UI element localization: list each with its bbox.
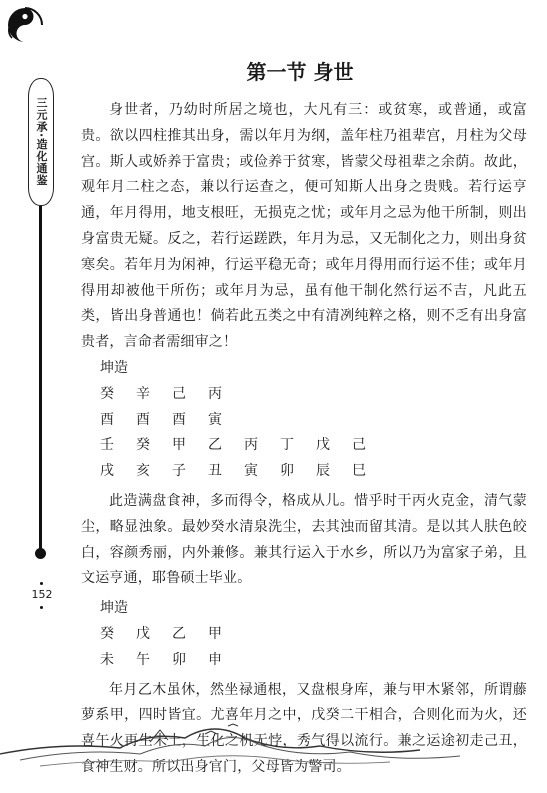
sidebar-line [39,206,42,552]
chart-2-stems-row [81,622,527,648]
luck-branch: 巳 [352,463,366,480]
paragraph-chart-2-analysis: 年月乙木虽休，然坐禄通根，又盘根身库，兼与甲木紧邻，所谓藤萝系甲，四时皆宜。尤喜年月之中，戊癸二干相合，合则化而为火，还喜午火再生未土，生化之机无悖，秀气得以流行。兼之运途初走己丑，食神生财。所以出身官门，父母皆为警司。 [81,681,527,775]
chart-1-stem-year: 癸 [100,385,114,402]
luck-stem: 壬 [100,437,114,454]
paragraph-intro: 身世者，乃幼时所居之境也，大凡有三：或贫寒，或普通，或富贵。欲以四柱推其出身，需以年月为纲，盖年柱乃祖辈宫，月柱为父母宫。斯人或娇养于富贵；或俭养于贫寒，皆蒙父母祖辈之余荫。故此，观年月二柱之态，兼以行运查之，便可知斯人出身之贵贱。若行运亨通，年月得用，地支根旺，无损克之忧；或年月之忌为他干所制，则出身富贵无疑。反之，若行运蹉跌，年月为忌，又无制化之力，则出身贫寒矣。若年月为闲神，行运平稳无奇；或年月得用而行运不佳；或年月得用却被他干所伤；或年月为忌，虽有他干制化然行运不吉，凡此五类，皆出身普通也！倘若此五类之中有清冽纯粹之格，则不乏有出身富贵者，言命者需细审之！ [81,102,527,351]
luck-stem: 己 [352,437,366,454]
chapter-tab-text: 三元承·造化通鉴 [35,97,48,187]
chart-2-branch-year: 未 [100,651,114,668]
sidebar-dot [35,548,46,559]
luck-stem: 丁 [280,437,294,454]
luck-stem: 癸 [136,437,150,454]
luck-branch: 丑 [208,463,222,480]
chart-2-stem-year: 癸 [100,625,114,642]
page-number-dot-top [40,582,43,585]
page-number-dot-bottom [40,606,43,609]
chart-1-branches-row [81,408,527,434]
chart-2-branches-row [81,648,527,674]
luck-stem: 甲 [172,437,186,454]
luck-branch: 辰 [316,463,330,480]
chart-2-branch-hour: 申 [208,651,222,668]
chart-2-branch-month: 午 [136,651,150,668]
mountain-wave-ornament-icon [0,712,547,772]
chapter-tab-label [28,78,54,206]
chart-1-stem-month: 辛 [136,385,150,402]
page-number: 152 [31,588,53,601]
paragraph-chart-1-analysis: 此造满盘食神，多而得令，格成从儿。惜乎时干丙火克金，清气蒙尘，略显浊象。最妙癸水清泉洗尘，去其浊而留其清。是以其人肤色皎白，容颜秀丽，内外兼修。兼其行运入于水乡，所以乃为富家子弟，且文运亨通，耶鲁硕士毕业。 [81,492,527,587]
chart-1-stem-hour: 丙 [208,385,222,402]
luck-branch: 寅 [244,463,258,480]
chart-1-luck-stems-row [81,433,527,459]
chart-2-stem-month: 戊 [136,625,150,642]
luck-branch: 子 [172,463,186,480]
chart-1-stems-row [81,382,527,408]
chart-1-luck-branches-row [81,459,527,485]
chart-1-stem-day: 己 [172,385,186,402]
chart-1-label: 坤造 [100,359,128,376]
chart-2-label: 坤造 [100,600,128,617]
chart-2-stem-day: 乙 [172,625,186,642]
luck-stem: 戊 [316,437,330,454]
body-content [81,98,527,781]
chart-1-branch-day: 酉 [172,411,186,428]
chart-1-branch-year: 酉 [100,411,114,428]
chart-2-branch-day: 卯 [172,651,186,668]
luck-stem: 丙 [244,437,258,454]
section-title: 第一节 身世 [246,60,354,84]
luck-branch: 戌 [100,463,114,480]
luck-branch: 亥 [136,463,150,480]
luck-branch: 卯 [280,463,294,480]
chart-1-branch-month: 酉 [136,411,150,428]
luck-stem: 乙 [208,437,222,454]
yin-yang-logo-icon [4,4,46,46]
chart-2-stem-hour: 甲 [208,625,222,642]
chart-1-branch-hour: 寅 [208,411,222,428]
